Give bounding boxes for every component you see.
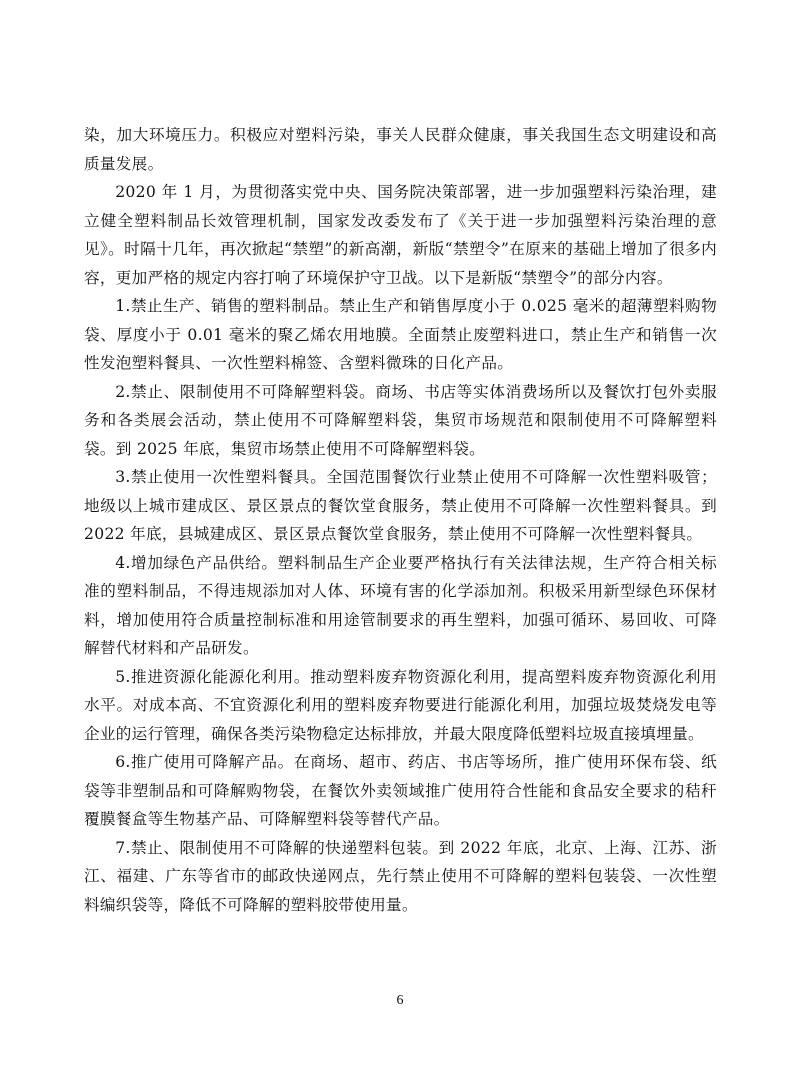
paragraph-item-2: 2.禁止、限制使用不可降解塑料袋。商场、书店等实体消费场所以及餐饮打包外卖服务和各类展会活动，禁止使用不可降解塑料袋，集贸市场规范和限制使用不可降解塑料袋。到 2025 年底，集贸市场禁止使用不可降解塑料袋。 (84, 382, 717, 458)
paragraph-continuation: 染，加大环境压力。积极应对塑料污染，事关人民群众健康，事关我国生态文明建设和高质量发展。 (84, 126, 717, 173)
page-number: 6 (396, 993, 404, 1008)
paragraph-item-6: 6.推广使用可降解产品。在商场、超市、药店、书店等场所，推广使用环保布袋、纸袋等非塑制品和可降解购物袋，在餐饮外卖领域推广使用符合性能和食品安全要求的秸秆覆膜餐盒等生物基产品、可降解塑料袋等替代产品。 (84, 753, 717, 828)
document-body (84, 121, 717, 919)
paragraph-item-3: 3.禁止使用一次性塑料餐具。全国范围餐饮行业禁止使用不可降解一次性塑料吸管；地级以上城市建成区、景区景点的餐饮堂食服务，禁止使用不可降解一次性塑料餐具。到 2022 年底，县城建成区、景区景点餐饮堂食服务，禁止使用不可降解一次性塑料餐具。 (84, 468, 717, 543)
paragraph-item-7: 7.禁止、限制使用不可降解的快递塑料包装。到 2022 年底，北京、上海、江苏、浙江、福建、广东等省市的邮政快递网点，先行禁止使用不可降解的塑料包装袋、一次性塑料编织袋等，降低不可降解的塑料胶带使用量。 (84, 838, 717, 914)
paragraph-item-1: 1.禁止生产、销售的塑料制品。禁止生产和销售厚度小于 0.025 毫米的超薄塑料购物袋、厚度小于 0.01 毫米的聚乙烯农用地膜。全面禁止废塑料进口，禁止生产和销售一次性发泡塑料餐具、一次性塑料棉签、含塑料微珠的日化产品。 (84, 297, 717, 372)
paragraph-item-4: 4.增加绿色产品供给。塑料制品生产企业要严格执行有关法律法规，生产符合相关标准的塑料制品，不得违规添加对人体、环境有害的化学添加剂。积极采用新型绿色环保材料，增加使用符合质量控制标准和用途管制要求的再生塑料，加强可循环、易回收、可降解替代材料和产品研发。 (84, 553, 717, 657)
paragraph-intro: 2020 年 1 月，为贯彻落实党中央、国务院决策部署，进一步加强塑料污染治理，建立健全塑料制品长效管理机制，国家发改委发布了《关于进一步加强塑料污染治理的意见》。时隔十几年，再次掀起“禁塑”的新高潮，新版“禁塑令”在原来的基础上增加了很多内容，更加严格的规定内容打响了环境保护守卫战。以下是新版“禁塑令”的部分内容。 (84, 183, 717, 287)
paragraph-item-5: 5.推进资源化能源化利用。推动塑料废弃物资源化利用，提高塑料废弃物资源化利用水平。对成本高、不宜资源化利用的塑料废弃物要进行能源化利用，加强垃圾焚烧发电等企业的运行管理，确保各类污染物稳定达标排放，并最大限度降低塑料垃圾直接填埋量。 (84, 667, 717, 743)
